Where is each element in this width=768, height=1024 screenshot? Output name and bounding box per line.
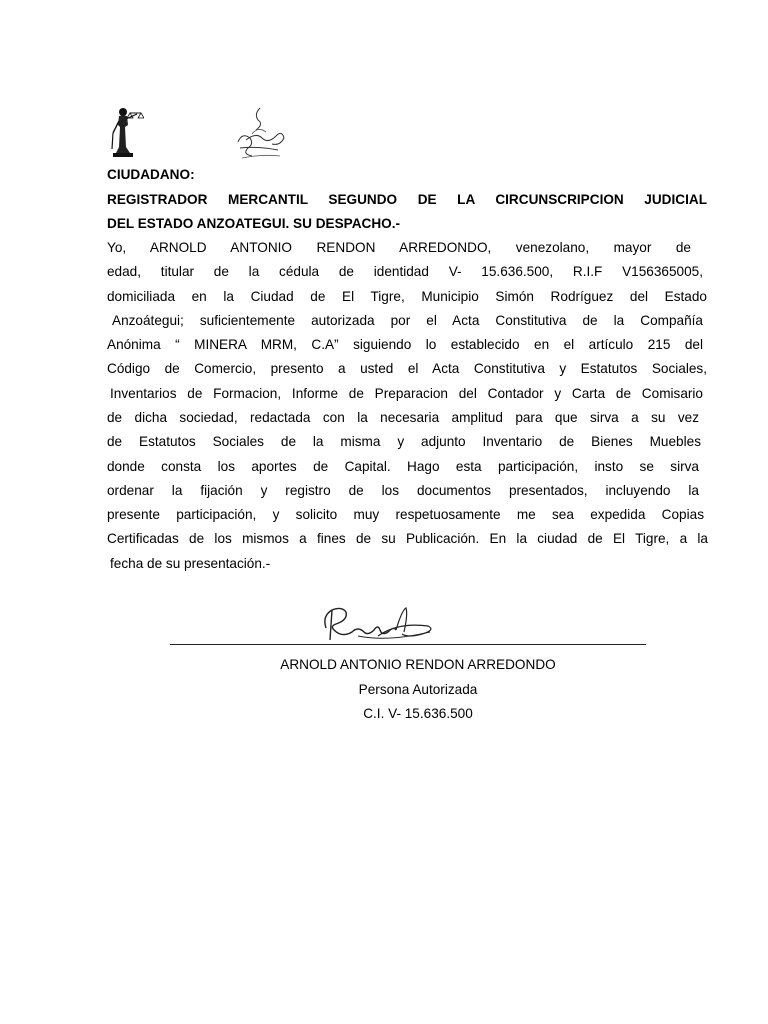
body-line: Anónima “ MINERA MRM, C.A” siguiendo lo establecido en el artículo 215 del <box>107 337 703 352</box>
body-line: Yo, ARNOLD ANTONIO RENDON ARREDONDO, venezolano, mayor de <box>107 240 691 255</box>
lady-justice-icon <box>104 103 144 159</box>
body-line: Anzoátegui; suficientemente autorizada por el Acta Constitutiva de la Compañía <box>112 313 703 328</box>
signature-line <box>170 644 646 645</box>
signatory-id: C.I. V- 15.636.500 <box>363 706 473 721</box>
body-line: presente participación, y solicito muy respetuosamente me sea expedida Copias <box>107 507 704 522</box>
body-line: fecha de su presentación.- <box>110 556 271 571</box>
body-line: domiciliada en la Ciudad de El Tigre, Municipio Simón Rodríguez del Estado <box>107 289 707 304</box>
body-line: edad, titular de la cédula de identidad V- 15.636.500, R.I.F V156365005, <box>107 264 703 279</box>
body-line: de dicha sociedad, redactada con la necesaria amplitud para que sirva a su vez <box>107 410 699 425</box>
registrar-heading-line-2: DEL ESTADO ANZOATEGUI. SU DESPACHO.- <box>107 216 401 231</box>
body-line: de Estatutos Sociales de la misma y adjunto Inventario de Bienes Muebles <box>107 434 701 449</box>
body-line: Inventarios de Formacion, Informe de Preparacion del Contador y Carta de Comisario <box>110 386 703 401</box>
body-line: donde consta los aportes de Capital. Hago esta participación, insto se sirva <box>107 459 699 474</box>
signatory-role: Persona Autorizada <box>358 682 478 697</box>
registrar-heading-line-1: REGISTRADOR MERCANTIL SEGUNDO DE LA CIRCUNSCRIPCION JUDICIAL <box>107 192 707 207</box>
signature-stamp-icon <box>232 104 288 164</box>
signatory-name: ARNOLD ANTONIO RENDON ARREDONDO <box>280 657 556 672</box>
handwritten-signature-icon <box>318 602 438 646</box>
addressee-heading: CIUDADANO: <box>107 167 195 182</box>
body-line: ordenar la fijación y registro de los documentos presentados, incluyendo la <box>107 483 699 498</box>
body-line: Certificadas de los mismos a fines de su Publicación. En la ciudad de El Tigre, a la <box>107 531 708 546</box>
body-line: Código de Comercio, presento a usted el Acta Constitutiva y Estatutos Sociales, <box>107 361 707 376</box>
